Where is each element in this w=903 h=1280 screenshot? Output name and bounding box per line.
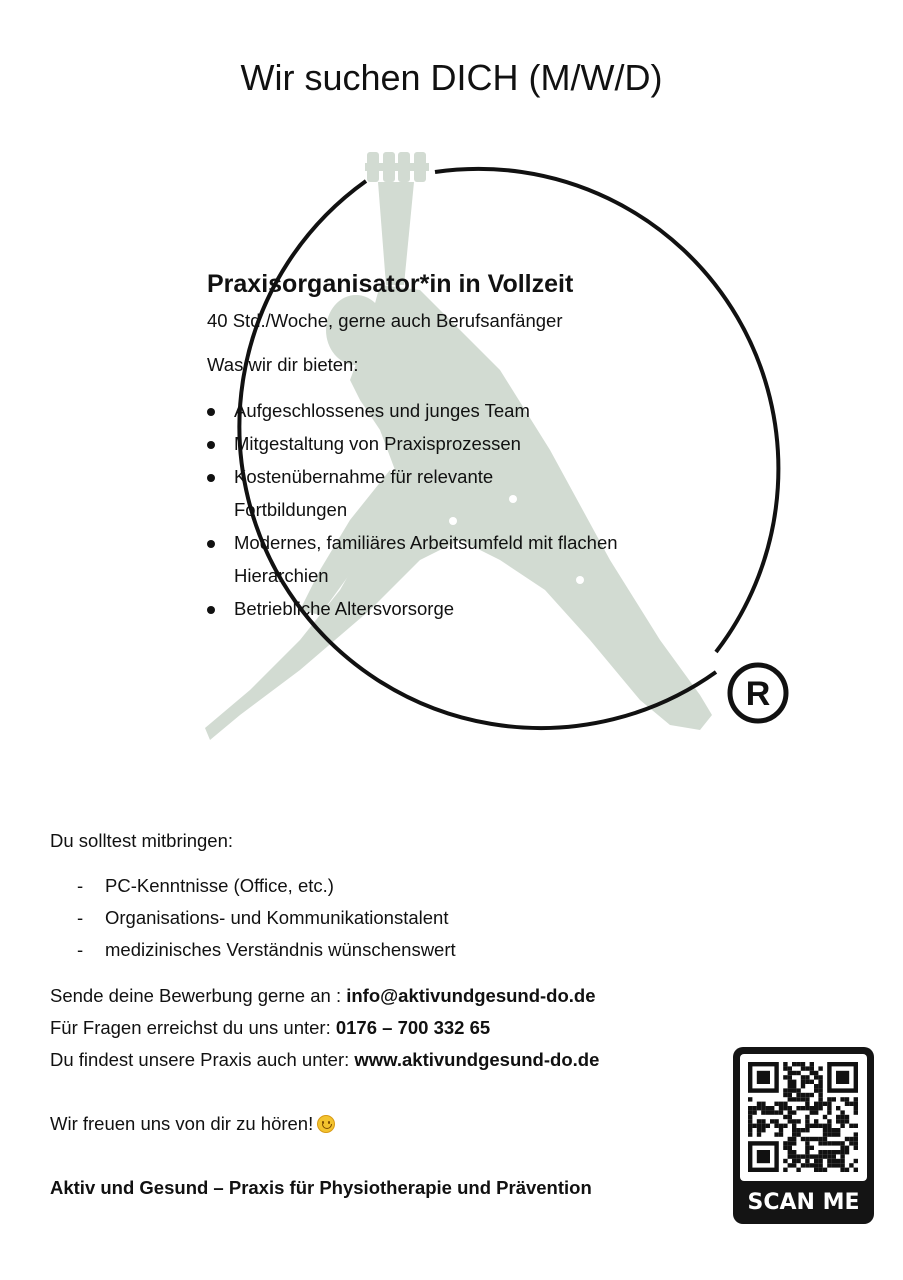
- bullet-icon: [207, 474, 215, 482]
- page-headline: Wir suchen DICH (M/W/D): [240, 57, 663, 98]
- application-email-link[interactable]: info@aktivundgesund-do.de: [346, 985, 596, 1006]
- website-link[interactable]: www.aktivundgesund-do.de: [354, 1049, 600, 1070]
- phone-number[interactable]: 0176 – 700 332 65: [335, 1017, 491, 1038]
- svg-text:R: R: [745, 675, 771, 713]
- scan-me-label: SCAN ME: [747, 1190, 860, 1215]
- list-item: Modernes, familiäres Arbeitsumfeld mit flachen Hierarchien: [207, 526, 654, 592]
- list-item: Kostenübernahme für relevante Fortbildungen: [207, 460, 594, 526]
- job-title: Praxisorganisator*in in Vollzeit: [207, 270, 574, 298]
- requirements-heading: Du solltest mitbringen:: [50, 830, 234, 851]
- questions-line: Für Fragen erreichst du uns unter: 0176 – 700 332 65: [50, 1017, 491, 1038]
- practice-name: Aktiv und Gesund – Praxis für Physiotherapie und Prävention: [50, 1177, 592, 1198]
- offer-heading: Was wir dir bieten:: [207, 354, 359, 375]
- thanks-line: Wir freuen uns von dir zu hören!: [50, 1108, 335, 1140]
- bullet-icon: [207, 441, 215, 449]
- requirements-block: [50, 826, 750, 966]
- bullet-icon: [207, 408, 215, 416]
- bullet-icon: [207, 606, 215, 614]
- qr-pattern: [740, 1054, 867, 1181]
- smiley-icon: [317, 1115, 335, 1133]
- job-subtitle: 40 Std./Woche, gerne auch Berufsanfänger: [207, 310, 563, 331]
- list-item: - PC-Kenntnisse (Office, etc.): [77, 875, 334, 896]
- list-item: - medizinisches Verständnis wünschenswert: [77, 939, 456, 960]
- list-item: Aufgeschlossenes und junges Team: [207, 394, 654, 427]
- qr-code[interactable]: [740, 1054, 867, 1181]
- offer-list: [207, 394, 667, 625]
- list-item: Mitgestaltung von Praxisprozessen: [207, 427, 654, 460]
- job-block: [207, 266, 667, 625]
- list-item: - Organisations- und Kommunikationstalent: [77, 907, 449, 928]
- registered-mark-icon: [730, 665, 786, 721]
- contact-block: [50, 980, 750, 1076]
- bullet-icon: [207, 540, 215, 548]
- requirements-list: [50, 870, 750, 966]
- list-item: Betriebliche Altersvorsorge: [207, 592, 654, 625]
- application-line: Sende deine Bewerbung gerne an : info@aktivundgesund-do.de: [50, 985, 596, 1006]
- qr-code-badge[interactable]: [733, 1047, 874, 1224]
- website-line: Du findest unsere Praxis auch unter: www.aktivundgesund-do.de: [50, 1049, 600, 1070]
